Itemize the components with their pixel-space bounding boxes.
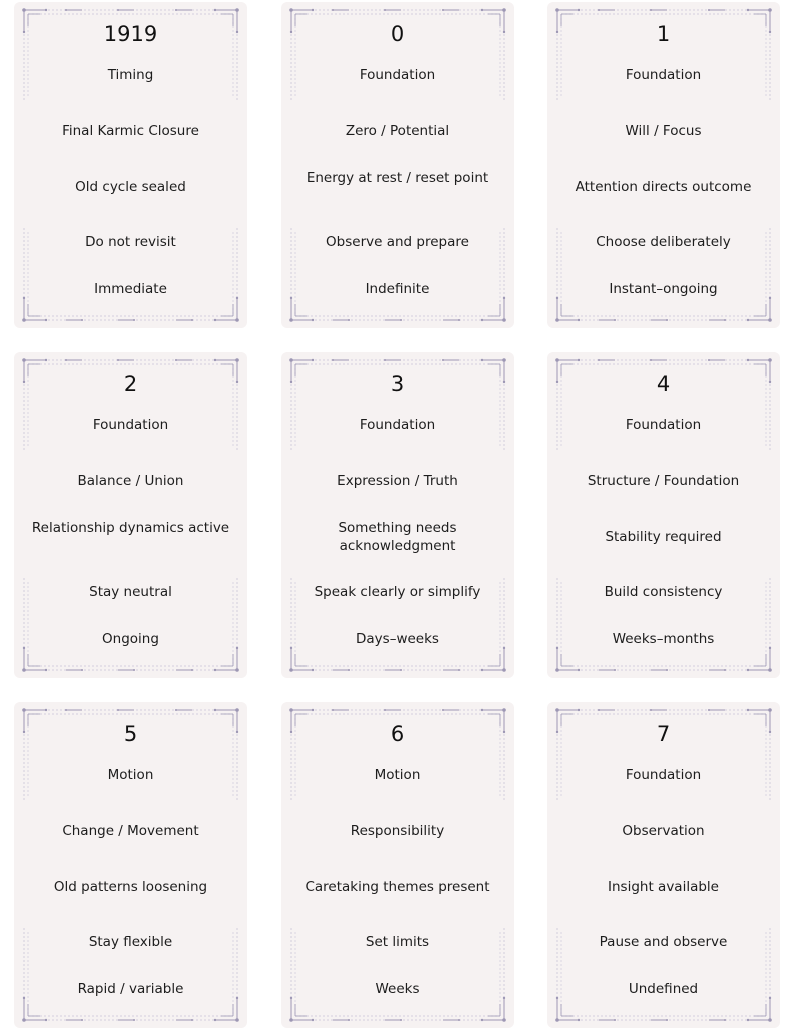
card-action: Stay neutral	[89, 584, 172, 600]
card-theme: Expression / Truth	[337, 473, 458, 489]
card-number: 1	[656, 22, 671, 46]
card-duration: Undefined	[628, 981, 699, 997]
number-card	[281, 352, 514, 678]
card-number: 5	[123, 722, 138, 746]
card-number: 1919	[103, 22, 158, 46]
card-action: Pause and observe	[599, 934, 728, 950]
card-category: Motion	[107, 767, 154, 783]
card-category: Foundation	[359, 417, 436, 433]
card-number: 7	[656, 722, 671, 746]
card-theme: Final Karmic Closure	[62, 123, 199, 139]
card-category: Motion	[374, 767, 421, 783]
number-card	[14, 352, 247, 678]
number-card	[14, 702, 247, 1028]
card-meaning: Insight available	[608, 879, 719, 895]
card-category: Foundation	[625, 417, 702, 433]
card-duration: Immediate	[94, 281, 167, 297]
card-theme: Observation	[622, 823, 705, 839]
card-number: 4	[656, 372, 671, 396]
card-meaning: Old cycle sealed	[75, 179, 186, 195]
card-theme: Zero / Potential	[345, 123, 450, 139]
card-meaning: Caretaking themes present	[305, 879, 490, 895]
number-card	[281, 2, 514, 328]
card-category: Foundation	[359, 67, 436, 83]
card-action: Build consistency	[604, 584, 723, 600]
card-number: 3	[390, 372, 405, 396]
card-category: Timing	[107, 67, 154, 83]
card-meaning: Energy at rest / reset point	[306, 170, 489, 186]
card-meaning: Attention directs outcome	[575, 179, 752, 195]
card-meaning: Stability required	[605, 529, 722, 545]
card-action: Do not revisit	[85, 234, 176, 250]
card-action: Set limits	[365, 934, 430, 950]
card-duration: Ongoing	[102, 631, 159, 647]
card-duration: Instant–ongoing	[609, 281, 718, 297]
card-duration: Indefinite	[365, 281, 430, 297]
card-category: Foundation	[625, 767, 702, 783]
card-theme: Balance / Union	[77, 473, 184, 489]
number-card	[547, 352, 780, 678]
card-action: Observe and prepare	[326, 234, 469, 250]
card-duration: Rapid / variable	[77, 981, 184, 997]
card-duration: Days–weeks	[356, 631, 439, 647]
card-meaning: Old patterns loosening	[53, 879, 208, 895]
card-theme: Structure / Foundation	[587, 473, 740, 489]
card-action: Choose deliberately	[596, 234, 731, 250]
card-number: 2	[123, 372, 138, 396]
card-action: Stay flexible	[88, 934, 173, 950]
card-meaning: Relationship dynamics active	[31, 520, 230, 536]
card-theme: Responsibility	[350, 823, 445, 839]
card-action: Speak clearly or simplify	[314, 584, 481, 600]
number-card	[547, 2, 780, 328]
card-number: 6	[390, 722, 405, 746]
card-theme: Will / Focus	[625, 123, 702, 139]
card-duration: Weeks	[375, 981, 420, 997]
card-number: 0	[390, 22, 405, 46]
number-card	[14, 2, 247, 328]
card-theme: Change / Movement	[62, 823, 199, 839]
card-category: Foundation	[625, 67, 702, 83]
number-card	[281, 702, 514, 1028]
card-duration: Weeks–months	[612, 631, 715, 647]
number-card	[547, 702, 780, 1028]
card-category: Foundation	[92, 417, 169, 433]
card-meaning: Something needs acknowledgment	[338, 520, 457, 554]
